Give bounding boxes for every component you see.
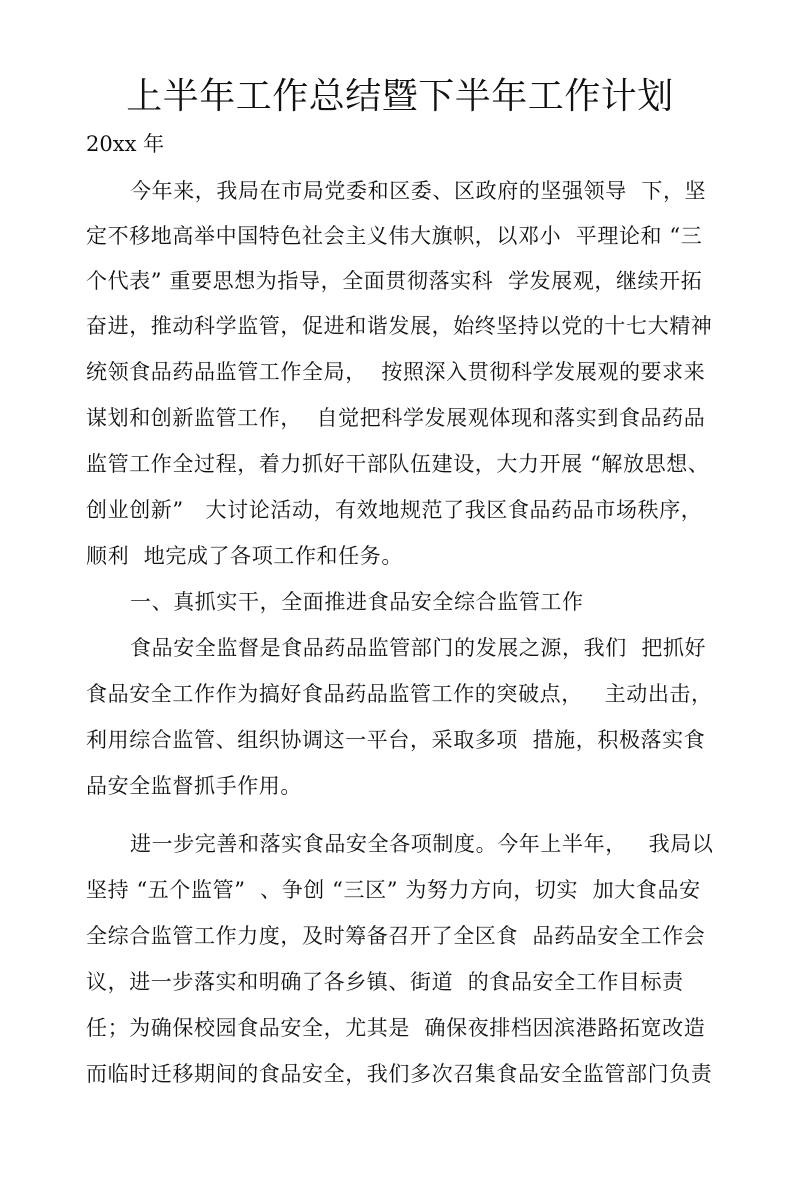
paragraph-line: 而临时迁移期间的食品安全，我们多次召集食品安全监管部门负责 bbox=[86, 1062, 713, 1086]
paragraph-line: 坚持 “五个监管” 、争创 “三区” 为努力方向，切实 加大食品安 bbox=[86, 878, 701, 902]
paragraph-line: 顺利 地完成了各项工作和任务。 bbox=[86, 544, 403, 568]
paragraph-line: 品安全监督抓手作用。 bbox=[86, 774, 302, 798]
paragraph-line: 定不移地高举中国特色社会主义伟大旗帜，以邓小 平理论和 “三 bbox=[86, 224, 703, 248]
document-year: 20xx 年 bbox=[86, 132, 165, 156]
section-heading: 一、真抓实干，全面推进食品安全综合监管工作 bbox=[130, 590, 584, 614]
paragraph-line: 谋划和创新监管工作， 自觉把科学发展观体现和落实到食品药品 bbox=[86, 406, 706, 430]
paragraph-line: 任；为确保校园食品安全，尤其是 确保夜排档因滨港路拓宽改造 bbox=[86, 1016, 706, 1040]
paragraph-line: 利用综合监管、组织协调这一平台，采取多项 措施，积极落实食 bbox=[86, 728, 706, 752]
paragraph-line: 进一步完善和落实食品安全各项制度。今年上半年， 我局以 bbox=[130, 832, 714, 856]
paragraph-line: 议，进一步落实和明确了各乡镇、街道 的食品安全工作目标责 bbox=[86, 970, 684, 994]
paragraph-line: 今年来，我局在市局党委和区委、区政府的坚强领导 下，坚 bbox=[130, 179, 707, 203]
document-title: 上半年工作总结暨下半年工作计划 bbox=[126, 76, 674, 117]
paragraph-line: 个代表” 重要思想为指导，全面贯彻落实科 学发展观，继续开拓 bbox=[86, 269, 703, 293]
paragraph-line: 统领食品药品监管工作全局， 按照深入贯彻科学发展观的要求来 bbox=[86, 360, 706, 384]
paragraph-line: 全综合监管工作力度，及时筹备召开了全区食 品药品安全工作会 bbox=[86, 924, 706, 948]
paragraph-line: 食品安全监督是食品药品监管部门的发展之源，我们 把抓好 bbox=[130, 636, 707, 660]
paragraph-line: 创业创新” 大讨论活动，有效地规范了我区食品药品市场秩序， bbox=[86, 498, 703, 522]
paragraph-line: 监管工作全过程，着力抓好干部队伍建设，大力开展 “解放思想、 bbox=[86, 452, 710, 476]
paragraph-line: 食品安全工作作为搞好食品药品监管工作的突破点， 主动出击， bbox=[86, 682, 713, 706]
paragraph-line: 奋进，推动科学监管，促进和谐发展，始终坚持以党的十七大精神 bbox=[86, 314, 713, 338]
